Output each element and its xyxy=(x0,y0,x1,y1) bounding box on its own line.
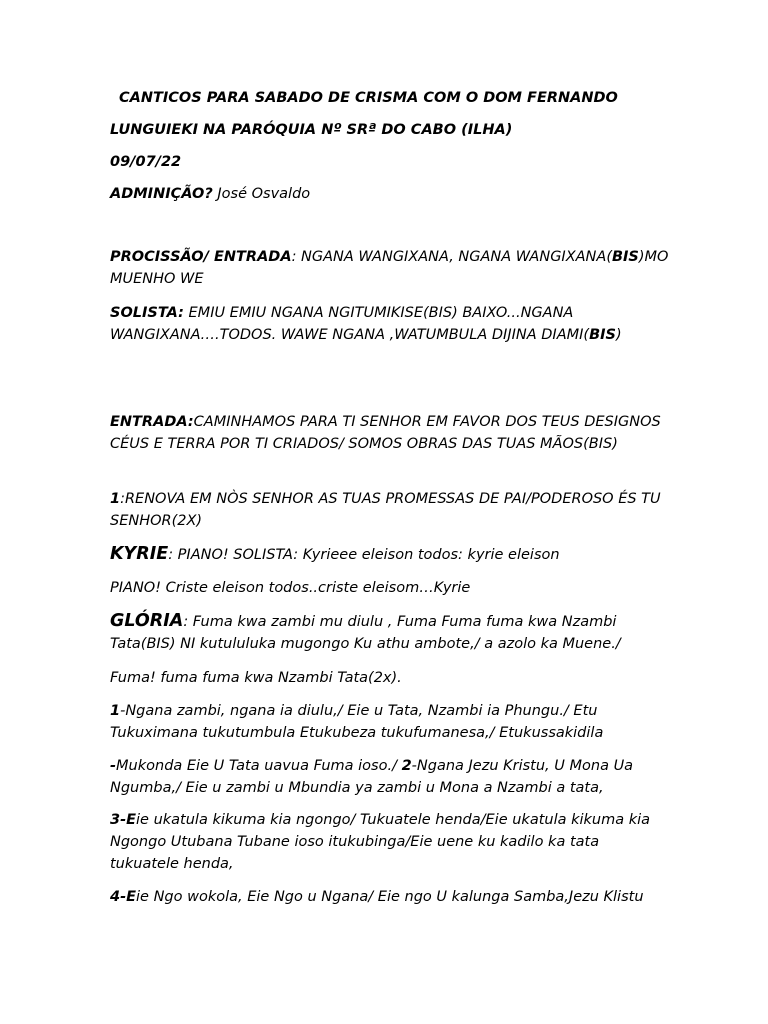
gloria-verse-1b-dash: - xyxy=(110,758,117,774)
gloria-verse-3-text: ie ukatula kikuma kia ngongo/ Tukuatele henda/Eie ukatula kikuma kia Ngongo Utubana Tubane ioso itukubinga/Eie uene ku kadilo ka tata tukuatele henda, xyxy=(110,812,651,872)
solista-bis: BIS xyxy=(589,327,616,343)
solista-label: SOLISTA: xyxy=(110,305,184,321)
kyrie-text: : PIANO! SOLISTA: Kyrieee eleison todos: kyrie eleison xyxy=(168,547,560,563)
gloria-verse-4 xyxy=(110,886,670,908)
title-line-1: CANTICOS PARA SABADO DE CRISMA COM O DOM FERNANDO xyxy=(119,90,618,106)
entrada-verse-1-number: 1 xyxy=(110,491,121,507)
processao-paragraph xyxy=(110,246,670,290)
gloria-paragraph xyxy=(110,610,670,655)
gloria-label: GLÓRIA xyxy=(110,611,184,631)
gloria-verse-3 xyxy=(110,809,670,875)
gloria-verse-1-number: 1 xyxy=(110,703,121,719)
solista-text-a: EMIU EMIU NGANA NGITUMIKISE(BIS) BAIXO...NGANA WANGIXANA….TODOS. WAWE NGANA ,WATUMBULA DIJINA DIAMI( xyxy=(110,305,590,343)
processao-text-b: )MO MUENHO WE xyxy=(110,249,669,287)
gloria-verse-1b-text-a: Mukonda Eie U Tata uavua Fuma ioso./ xyxy=(116,758,402,774)
entrada-verse-1 xyxy=(110,488,670,532)
kyrie-line-2: PIANO! Criste eleison todos..criste eleisom…Kyrie xyxy=(110,580,471,596)
entrada-verse-1-text: :RENOVA EM NÒS SENHOR AS TUAS PROMESSAS DE PAI/PODEROSO ÉS TU SENHOR(2X) xyxy=(110,491,661,529)
kyrie-paragraph xyxy=(110,543,670,566)
admin-name: José Osvaldo xyxy=(212,186,311,202)
gloria-verse-1b xyxy=(110,755,670,799)
title-line-2: LUNGUIEKI NA PARÓQUIA Nº SRª DO CABO (ILHA) xyxy=(110,122,513,138)
gloria-text: : Fuma kwa zambi mu diulu , Fuma Fuma fuma kwa Nzambi Tata(BIS) NI kutululuka mugongo Ku athu ambote,/ a azolo ka Muene./ xyxy=(110,614,621,652)
gloria-verse-3-number: 3-E xyxy=(110,812,137,828)
entrada-paragraph xyxy=(110,411,670,455)
processao-bis: BIS xyxy=(611,249,639,265)
admin-label: ADMINIÇÃO? xyxy=(110,186,213,202)
entrada-text: CAMINHAMOS PARA TI SENHOR EM FAVOR DOS TEUS DESIGNOS CÉUS E TERRA POR TI CRIADOS/ SOMOS OBRAS DAS TUAS MÃOS(BIS) xyxy=(110,414,661,452)
gloria-line-2: Fuma! fuma fuma kwa Nzambi Tata(2x). xyxy=(110,670,402,686)
gloria-verse-1-text: -Ngana zambi, ngana ia diulu,/ Eie u Tata, Nzambi ia Phungu./ Etu Tukuximana tukutumbula Etukubeza tukufumanesa,/ Etukussakidila xyxy=(110,703,604,741)
gloria-verse-2-number: 2 xyxy=(401,758,412,774)
processao-text-a: : NGANA WANGIXANA, NGANA WANGIXANA( xyxy=(291,249,612,265)
solista-paragraph xyxy=(110,302,670,346)
processao-label: PROCISSÃO/ ENTRADA xyxy=(110,249,292,265)
date-line: 09/07/22 xyxy=(110,154,182,170)
gloria-verse-4-number: 4-E xyxy=(110,889,137,905)
solista-text-b: ) xyxy=(615,327,622,343)
admin-line xyxy=(110,183,670,205)
kyrie-label: KYRIE xyxy=(110,544,169,564)
entrada-label: ENTRADA: xyxy=(110,414,194,430)
gloria-verse-4-text: ie Ngo wokola, Eie Ngo u Ngana/ Eie ngo U kalunga Samba,Jezu Klistu xyxy=(136,889,644,905)
gloria-verse-1b-text-b: -Ngana Jezu Kristu, U Mona Ua Ngumba,/ Eie u zambi u Mbundia ya zambi u Mona a Nzambi a tata, xyxy=(110,758,634,796)
gloria-verse-1 xyxy=(110,700,670,744)
